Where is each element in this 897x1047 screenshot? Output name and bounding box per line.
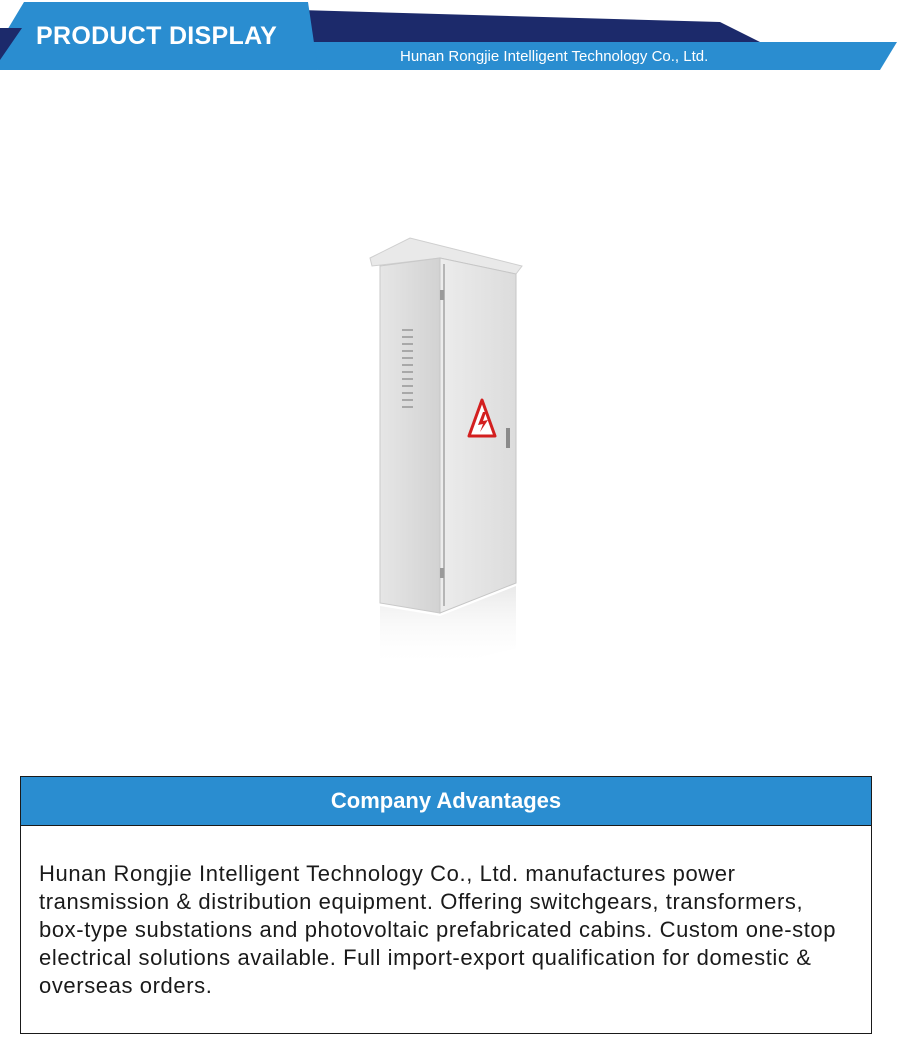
header-banner [0,0,897,75]
panel-heading: Company Advantages [330,788,562,813]
panel-header [21,777,871,826]
advantages-text: Hunan Rongjie Intelligent Technology Co., Ltd. manufactures power transmission & distribution equipment. Offering switchgears, transformers, box-type substations and photovoltaic prefabricated cabins. Custom one-stop electrical solutions available. Full import-export qualification for domestic & overseas orders. [39,861,837,998]
product-image [340,228,540,678]
page-title: PRODUCT DISPLAY [36,22,278,50]
company-advantages-panel [20,776,872,1034]
company-name: Hunan Rongjie Intelligent Technology Co., Ltd. [400,48,709,65]
